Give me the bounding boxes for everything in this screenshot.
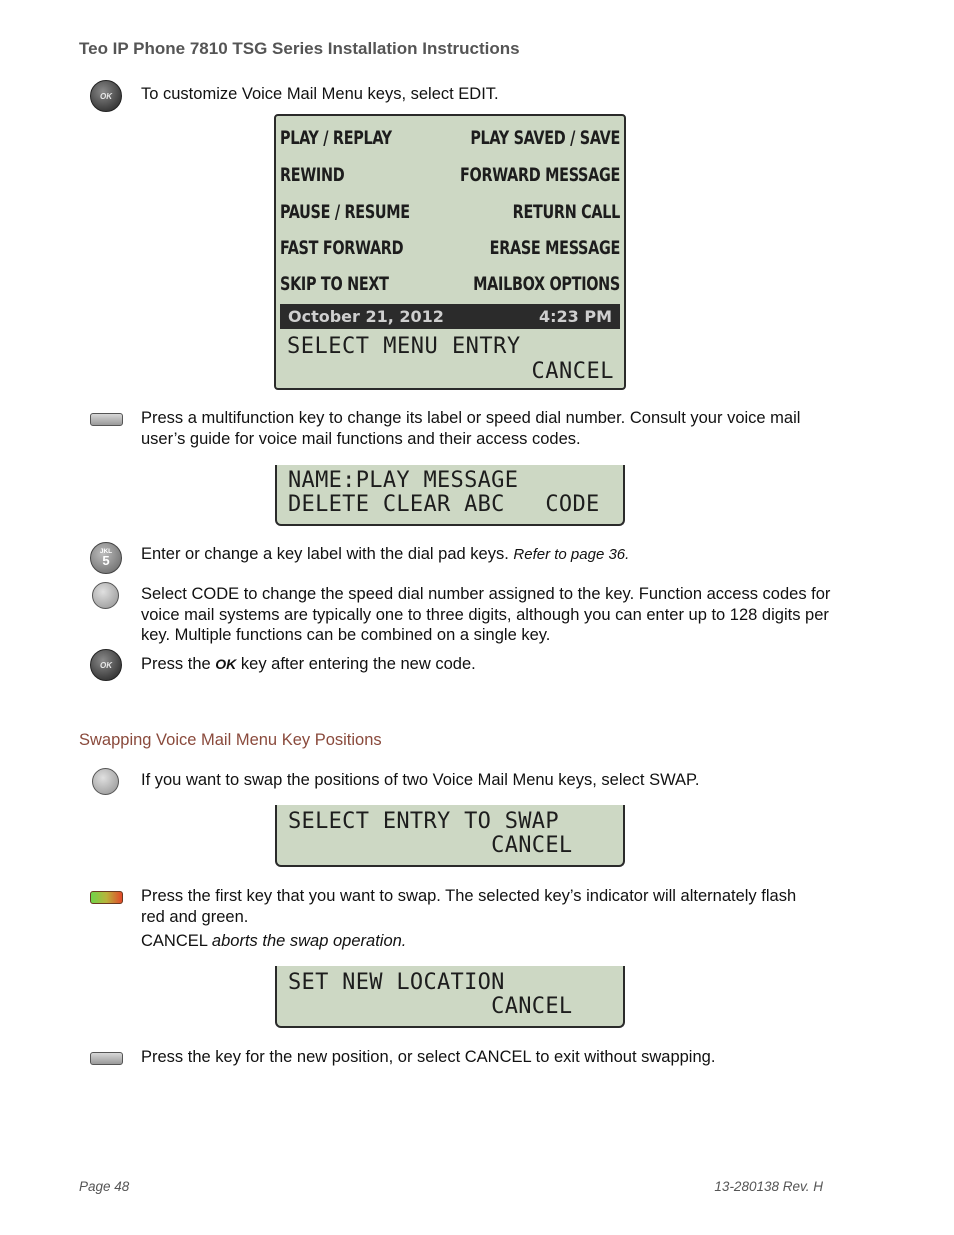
multifunction-key-icon: [90, 413, 123, 426]
menu-entry-left: FAST FORWARD: [280, 236, 404, 259]
menu-entry-right: RETURN CALL: [512, 200, 620, 223]
date-time-bar: [280, 304, 620, 329]
ok-key-icon: OK: [90, 649, 122, 681]
menu-entry-right: MAILBOX OPTIONS: [473, 272, 620, 295]
select-swap-screen: [275, 805, 625, 867]
menu-entry-left: PLAY / REPLAY: [280, 126, 392, 149]
cancel-softkey-label: CANCEL: [531, 359, 614, 384]
step-new-position-text: Press the key for the new position, or select CANCEL to exit without swapping.: [141, 1048, 716, 1066]
softkey-icon: [92, 582, 119, 609]
name-edit-screen: [275, 465, 625, 526]
section-title: Swapping Voice Mail Menu Key Positions: [79, 731, 382, 749]
name-line: NAME:PLAY MESSAGE: [288, 468, 519, 493]
menu-entry-right: FORWARD MESSAGE: [460, 163, 620, 186]
swap-prompt-line: SELECT ENTRY TO SWAP: [288, 809, 559, 834]
step-dialpad-text: Enter or change a key label with the dial pad keys. Refer to page 36.: [141, 545, 630, 563]
page-number: Page 48: [79, 1179, 130, 1194]
step-edit-text: To customize Voice Mail Menu keys, select EDIT.: [141, 85, 499, 103]
cancel-note: CANCEL aborts the swap operation.: [141, 932, 407, 950]
document-number: 13-280138 Rev. H: [714, 1179, 823, 1194]
multifunction-key-icon: [90, 1052, 123, 1065]
menu-entry-left: PAUSE / RESUME: [280, 200, 410, 223]
step-multifunction-text: Press a multifunction key to change its label or speed dial number. Consult your voice mail user’s guide for voice mail functions and their access codes.: [141, 409, 801, 448]
flashing-key-icon: [90, 891, 123, 904]
date-text: October 21, 2012: [288, 307, 444, 326]
ok-key-icon: OK: [90, 80, 122, 112]
menu-entry-right: PLAY SAVED / SAVE: [470, 126, 620, 149]
step-first-key-text: Press the first key that you want to swap. The selected key’s indicator will alternately flash red and green.: [141, 887, 797, 926]
voice-mail-menu-screen: [274, 114, 626, 390]
new-location-screen: [275, 966, 625, 1028]
swap-cancel-line: CANCEL: [288, 833, 573, 858]
edit-options-line: DELETE CLEAR ABC CODE: [288, 492, 600, 517]
select-menu-prompt: SELECT MENU ENTRY: [287, 334, 521, 359]
menu-entry-left: REWIND: [280, 163, 345, 186]
menu-entry-right: ERASE MESSAGE: [489, 236, 620, 259]
softkey-icon: [92, 768, 119, 795]
step-ok-text: Press the OK key after entering the new code.: [141, 655, 476, 673]
step-code-text: Select CODE to change the speed dial number assigned to the key. Function access codes for voice mail systems are typically one to three digits, although you can enter up to 128 digits per key. Multiple functions can be combined on a single key.: [141, 585, 831, 644]
page-header-title: Teo IP Phone 7810 TSG Series Installation Instructions: [79, 39, 520, 58]
menu-entry-left: SKIP TO NEXT: [280, 272, 389, 295]
dial-key-5-icon: JKL 5: [90, 542, 122, 574]
step-swap-text: If you want to swap the positions of two Voice Mail Menu keys, select SWAP.: [141, 771, 700, 789]
location-prompt-line: SET NEW LOCATION: [288, 970, 505, 995]
location-cancel-line: CANCEL: [288, 994, 573, 1019]
time-text: 4:23 PM: [538, 307, 612, 326]
page-reference: Refer to page 36.: [513, 546, 630, 563]
